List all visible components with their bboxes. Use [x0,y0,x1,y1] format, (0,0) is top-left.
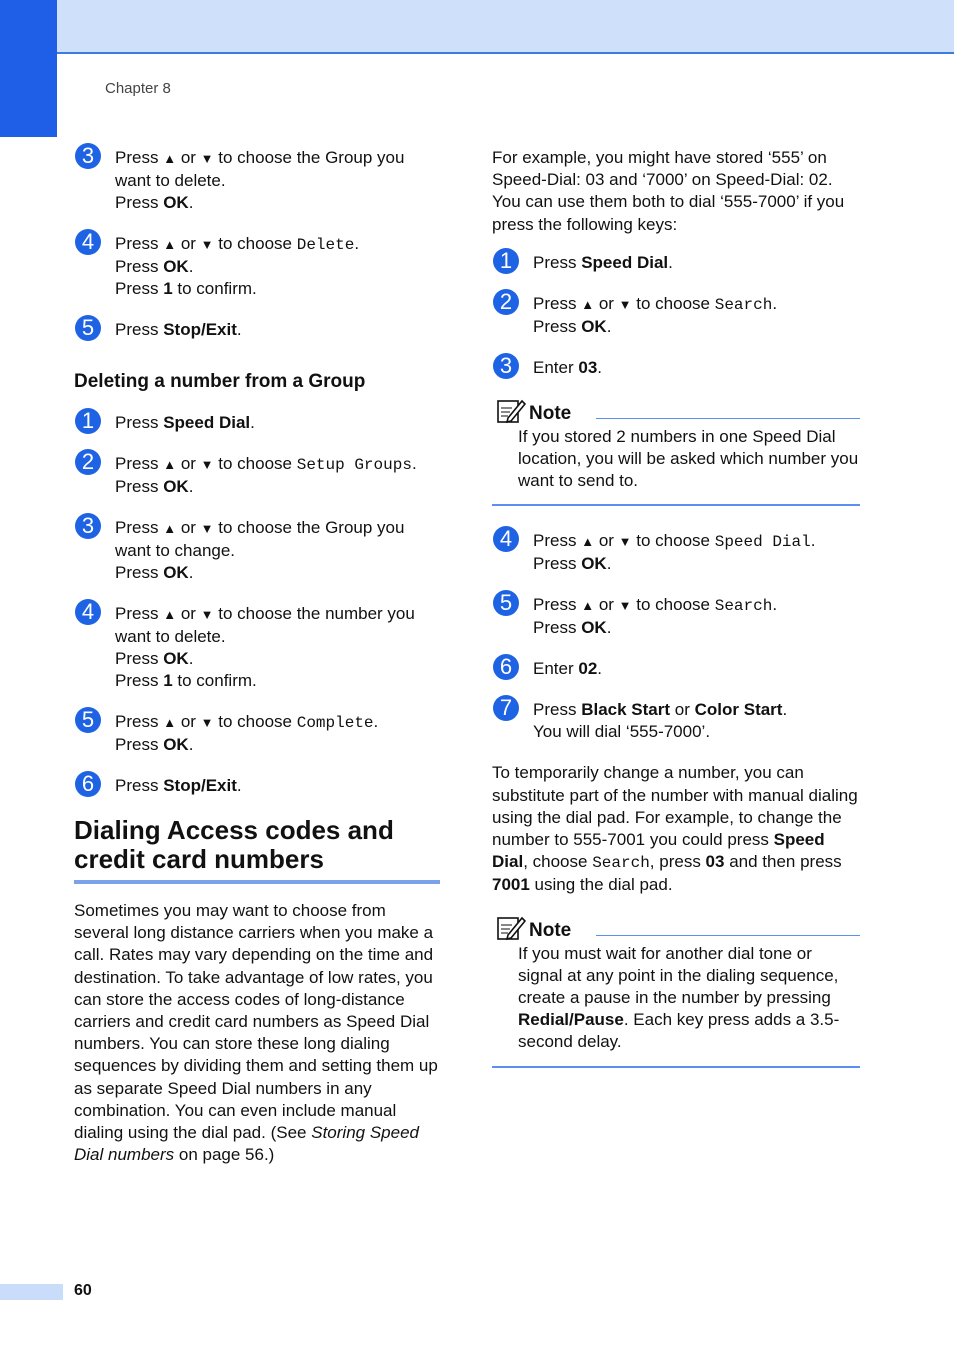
chapter-label: Chapter 8 [105,80,171,97]
step-number: 5 [75,315,101,341]
example-step-2: 2 Press ▲ or ▼ to choose Search. Press OK. [492,293,860,338]
subheading-delete-number: Deleting a number from a Group [74,371,366,392]
up-arrow-icon: ▲ [163,457,177,472]
group-step-3: 3 Press ▲ or ▼ to choose the Group you want to change. Press OK. [74,517,444,584]
note-label: Note [529,919,572,941]
up-arrow-icon: ▲ [581,598,595,614]
down-arrow-icon: ▼ [200,237,214,252]
up-arrow-icon: ▲ [163,237,177,252]
down-arrow-icon: ▼ [618,598,632,614]
up-arrow-icon: ▲ [163,151,177,166]
step-number: 3 [493,353,519,379]
group-step-4: 4 Press ▲ or ▼ to choose the number you want to delete. Press OK. Press 1 to confirm. [74,603,444,692]
example-step-4: 4 Press ▲ or ▼ to choose Speed Dial. Press OK. [492,530,860,575]
step-number: 6 [75,771,101,797]
up-arrow-icon: ▲ [581,534,595,550]
section-rule [74,880,440,884]
note-body: If you stored 2 numbers in one Speed Dial location, you will be asked which number you want to send to. [518,426,859,491]
down-arrow-icon: ▼ [618,534,632,550]
note-rule [596,935,860,936]
example-step-1: 1 Press Speed Dial. [492,252,860,274]
step-number: 4 [493,526,519,552]
up-arrow-icon: ▲ [163,715,177,730]
example-step-6: 6 Enter 02. [492,658,860,680]
left-column [74,143,444,1184]
up-arrow-icon: ▲ [581,296,595,312]
example-step-7: 7 Press Black Start or Color Start. You will dial ‘555-7000’. [492,699,860,743]
section-title: Dialing Access codes and credit card numbers [74,815,394,874]
step-number: 5 [493,590,519,616]
step-number: 1 [493,248,519,274]
group-step-2: 2 Press ▲ or ▼ to choose Setup Groups. Press OK. [74,453,444,498]
group-step-1: 1 Press Speed Dial. [74,412,444,434]
step-number: 3 [75,143,101,169]
step-number: 7 [493,695,519,721]
note-box-1 [492,398,860,507]
step-5-stop-exit: 5 Press Stop/Exit. [74,319,444,341]
note-pencil-icon [496,915,526,941]
example-step-5: 5 Press ▲ or ▼ to choose Search. Press OK. [492,594,860,639]
section-paragraph: Sometimes you may want to choose from several long distance carriers when you make a call. Rates may vary depending on the time and destination. To take advantage of low rates, you can store the access codes of long-distance carriers and credit card numbers as Speed Dial numbers. You can store these long dialing sequences by dividing them and setting them up as separate Speed Dial numbers in any combination. You can even include manual dialing using the dial pad. (See Storing Speed Dial numbers on page 56.) [74,901,438,1165]
down-arrow-icon: ▼ [200,607,214,622]
step-3-delete-group: 3 Press ▲ or ▼ to choose the Group you want to delete. Press OK. [74,147,444,214]
example-step-3: 3 Enter 03. [492,357,860,379]
substitute-paragraph: To temporarily change a number, you can substitute part of the number with manual dialing using the dial pad. For example, to change the number to 555-7001 you could press Speed Dial, choose Search, press 03 and then press 7001 using the dial pad. [492,763,858,895]
note-box-2 [492,915,860,1068]
note-header [492,398,860,426]
step-number: 5 [75,707,101,733]
step-number: 4 [75,599,101,625]
group-step-5: 5 Press ▲ or ▼ to choose Complete. Press OK. [74,711,444,756]
down-arrow-icon: ▼ [618,296,632,312]
chapter-tab [0,0,57,137]
page-number: 60 [74,1282,92,1299]
note-pencil-icon [496,398,526,424]
step-number: 2 [75,449,101,475]
step-number: 3 [75,513,101,539]
step-4-choose-delete: 4 Press ▲ or ▼ to choose Delete. Press OK. Press 1 to confirm. [74,233,444,300]
step-number: 1 [75,408,101,434]
up-arrow-icon: ▲ [163,521,177,536]
note-header [492,915,860,943]
footer-bar [0,1284,63,1300]
down-arrow-icon: ▼ [200,521,214,536]
down-arrow-icon: ▼ [200,151,214,166]
header-bar [0,0,954,54]
step-number: 6 [493,654,519,680]
group-step-6: 6 Press Stop/Exit. [74,775,444,797]
intro-paragraph: For example, you might have stored ‘555’ on Speed-Dial: 03 and ‘7000’ on Speed-Dial: 02. You can use them both to dial ‘555-7000’ if you press the following keys: [492,148,845,234]
note-body: If you must wait for another dial tone or signal at any point in the dialing sequence, create a pause in the number by pressing Redial/Pause. Each key press adds a 3.5-second delay. [518,943,840,1052]
step-number: 4 [75,229,101,255]
right-column [492,147,860,1084]
up-arrow-icon: ▲ [163,607,177,622]
down-arrow-icon: ▼ [200,715,214,730]
step-number: 2 [493,289,519,315]
note-rule [596,418,860,419]
note-label: Note [529,402,572,424]
down-arrow-icon: ▼ [200,457,214,472]
